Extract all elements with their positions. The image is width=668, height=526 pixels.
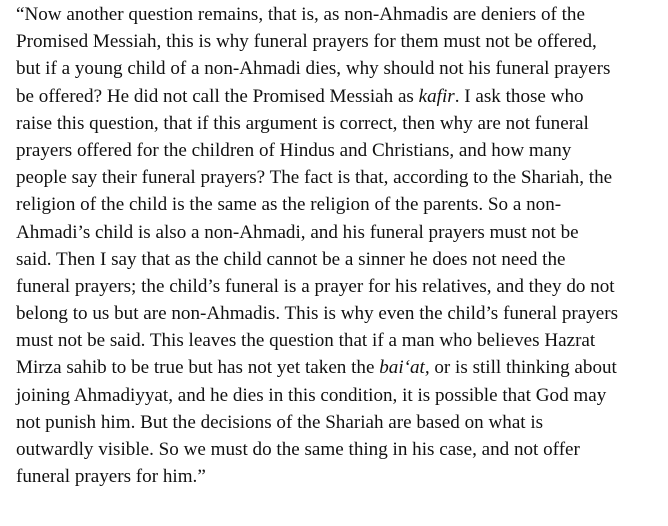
text-line (16, 110, 666, 137)
text-line (16, 354, 666, 381)
text-segment: joining Ahmadiyyat, and he dies in this condition, it is possible that God may (16, 384, 607, 406)
text-line (16, 164, 666, 191)
text-line (16, 191, 666, 218)
text-segment: not punish him. But the decisions of the Shariah are based on what is (16, 411, 544, 433)
text-line (16, 382, 666, 409)
text-line (16, 28, 666, 55)
text-segment: Mirza sahib to be true but has not yet taken the (16, 357, 380, 379)
text-line (16, 327, 666, 354)
text-segment: raise this question, that if this argument is correct, then why are not funeral (16, 112, 589, 134)
text-segment: said. Then I say that as the child cannot be a sinner he does not need the (16, 248, 566, 270)
text-line (16, 300, 666, 327)
text-line (16, 55, 666, 82)
text-segment: funeral prayers; the child’s funeral is a prayer for his relatives, and they do not (16, 275, 615, 297)
text-line (16, 83, 666, 110)
text-segment: religion of the child is the same as the religion of the parents. So a non- (16, 194, 562, 216)
text-line (16, 137, 666, 164)
text-segment: belong to us but are non-Ahmadis. This is why even the child’s funeral prayers (16, 303, 619, 325)
italic-term: bai‘at, (379, 357, 430, 379)
text-line (16, 463, 666, 490)
text-segment: be offered? He did not call the Promised Messiah as (16, 85, 419, 107)
text-segment: but if a young child of a non-Ahmadi dies, why should not his funeral prayers (16, 58, 611, 80)
text-segment: “Now another question remains, that is, as non-Ahmadis are deniers of the (16, 4, 585, 25)
quotation-paragraph (16, 1, 666, 490)
text-line (16, 436, 666, 463)
text-line (16, 219, 666, 246)
text-segment: must not be said. This leaves the question that if a man who believes Hazrat (16, 330, 596, 352)
text-segment: outwardly visible. So we must do the same thing in his case, and not offer (16, 439, 580, 460)
text-line (16, 273, 666, 300)
text-segment: funeral prayers for him.” (16, 466, 206, 488)
text-segment: prayers offered for the children of Hindus and Christians, and how many (16, 139, 572, 161)
text-segment: Ahmadi’s child is also a non-Ahmadi, and his funeral prayers must not be (16, 221, 579, 243)
text-segment: or is still thinking about (429, 357, 617, 379)
text-line (16, 246, 666, 273)
text-line (16, 1, 666, 28)
text-segment: Promised Messiah, this is why funeral prayers for them must not be offered, (16, 31, 597, 53)
text-segment: . I ask those who (454, 85, 584, 107)
text-segment: people say their funeral prayers? The fact is that, according to the Shariah, the (16, 167, 613, 189)
text-line (16, 409, 666, 436)
italic-term: kafir (418, 85, 455, 107)
